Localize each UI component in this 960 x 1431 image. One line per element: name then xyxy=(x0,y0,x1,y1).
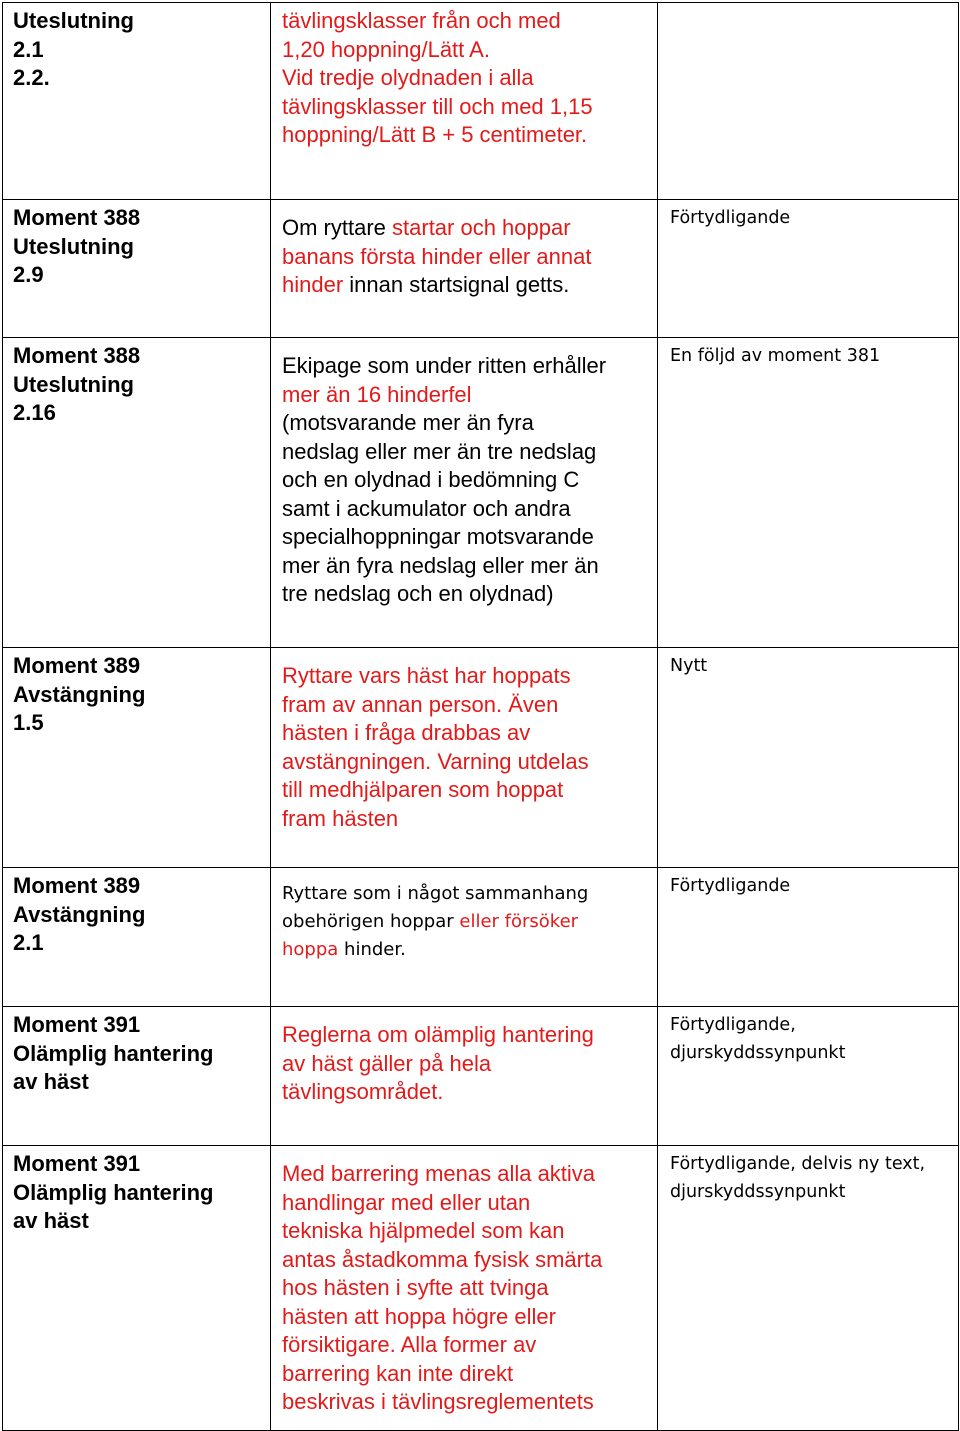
original-text: nedslag eller mer än tre nedslag xyxy=(282,438,597,464)
changed-text: eller försöker xyxy=(459,911,579,932)
original-text: innan startsignal getts. xyxy=(343,272,570,297)
comment-cell xyxy=(658,868,959,1007)
changed-text: fram hästen xyxy=(282,805,399,831)
moment-label: Moment 388 xyxy=(13,205,141,230)
rule-number: 1.5 xyxy=(13,710,44,735)
original-text: hinder. xyxy=(338,939,406,960)
changed-text: hinder xyxy=(282,272,344,297)
rule-text-line xyxy=(282,271,649,300)
table-row xyxy=(3,868,959,1007)
rule-text-line xyxy=(282,748,649,777)
rule-text-line xyxy=(282,1331,649,1360)
rule-text-line xyxy=(282,1360,649,1389)
changed-text: avstängningen. Varning utdelas xyxy=(282,748,589,774)
rule-text-line xyxy=(282,776,649,805)
changed-text: Vid tredje olydnaden xyxy=(282,65,489,90)
original-text: obehörigen hoppar xyxy=(282,911,460,932)
original-text: Ekipage som under ritten erhåller xyxy=(282,353,607,378)
original-text: (motsvarande mer än fyra xyxy=(282,410,534,435)
rules-table-body xyxy=(3,3,959,1431)
rule-title: Uteslutning xyxy=(13,233,134,259)
changed-text: startar och hoppar xyxy=(392,215,571,240)
rule-text-cell xyxy=(271,338,658,648)
changed-text: försiktigare. Alla former av xyxy=(282,1332,537,1357)
changed-text: tävlingsklasser till och med 1,15 xyxy=(282,93,593,119)
comment-text: Förtydligande xyxy=(670,876,791,896)
moment-label: Moment 389 xyxy=(13,653,141,678)
changed-text: hos hästen i syfte att tvinga xyxy=(282,1275,549,1300)
rule-text-line xyxy=(282,243,649,272)
comment-cell xyxy=(658,3,959,200)
moment-label: Moment 391 xyxy=(13,1151,141,1176)
rule-title: Avstängning xyxy=(13,681,146,707)
original-text: mer än fyra nedslag eller mer än xyxy=(282,552,599,578)
rule-text-cell xyxy=(271,200,658,338)
changed-text: Med barrering menas alla aktiva xyxy=(282,1161,596,1186)
rule-number: 2.1 xyxy=(13,930,44,955)
rule-reference-cell xyxy=(3,1146,271,1431)
rule-reference-cell xyxy=(3,338,271,648)
rule-text-line xyxy=(282,719,649,748)
table-row xyxy=(3,1146,959,1431)
rule-title: Avstängning xyxy=(13,901,146,927)
rule-text-line xyxy=(282,352,649,381)
rules-table xyxy=(2,2,959,1431)
rule-text-cell xyxy=(271,648,658,868)
rule-text-line xyxy=(282,1021,649,1050)
changed-text: banans första hinder eller annat xyxy=(282,243,592,269)
changed-text: beskrivas i tävlingsreglementets xyxy=(282,1389,594,1414)
changed-text: av häst gäller på hela xyxy=(282,1050,492,1076)
rule-text-line xyxy=(282,880,649,908)
comment-cell xyxy=(658,338,959,648)
comment-text: djurskyddssynpunkt xyxy=(670,1182,846,1202)
changed-text: tekniska hjälpmedel som kan xyxy=(282,1218,565,1243)
changed-text: hästen att hoppa högre eller xyxy=(282,1303,556,1329)
rule-number: av häst xyxy=(13,1069,89,1094)
rule-text-line xyxy=(282,1388,649,1417)
rule-text-line xyxy=(282,1050,649,1079)
rule-reference-cell xyxy=(3,200,271,338)
rule-text-line xyxy=(282,214,649,243)
rule-text-line xyxy=(282,580,649,609)
rule-reference-cell xyxy=(3,1007,271,1146)
changed-text: hoppa xyxy=(282,939,339,960)
changed-text: hästen i fråga drabbas av xyxy=(282,720,531,745)
rule-text-line xyxy=(282,1078,649,1107)
rule-reference-cell xyxy=(3,648,271,868)
rule-text-line xyxy=(282,64,649,93)
rule-text-line xyxy=(282,1189,649,1218)
rule-text-line xyxy=(282,121,649,150)
comment-text: Förtydligande, xyxy=(670,1015,796,1035)
rule-text-line xyxy=(282,1160,649,1189)
comment-cell xyxy=(658,648,959,868)
original-text: Ryttare som i något sammanhang xyxy=(282,883,589,904)
rule-number: av häst xyxy=(13,1208,89,1233)
comment-text: djurskyddssynpunkt xyxy=(670,1043,846,1063)
rule-number: 2.1 xyxy=(13,36,44,62)
rule-title: Uteslutning xyxy=(13,371,134,397)
rule-text-line xyxy=(282,381,649,410)
moment-label: Moment 391 xyxy=(13,1012,141,1037)
rule-text-line xyxy=(282,1217,649,1246)
rule-text-line xyxy=(282,495,649,524)
moment-label: Moment 388 xyxy=(13,343,141,368)
changed-text: Reglerna om olämplig hantering xyxy=(282,1022,594,1047)
rule-text-cell xyxy=(271,3,658,200)
rule-text-line xyxy=(282,409,649,438)
changed-text: i alla xyxy=(488,65,534,90)
changed-text: till medhjälparen som hoppat xyxy=(282,777,564,802)
comment-text: En följd av moment 381 xyxy=(670,346,881,366)
changed-text: 1,20 hoppning/Lätt A. xyxy=(282,36,490,62)
changed-text: fram av annan person. Även xyxy=(282,691,559,717)
rule-text-line xyxy=(282,93,649,122)
rule-text-line xyxy=(282,523,649,552)
rule-reference-cell xyxy=(3,868,271,1007)
rule-text-line xyxy=(282,438,649,467)
table-row xyxy=(3,1007,959,1146)
rule-text-cell xyxy=(271,868,658,1007)
rule-number: 2.2. xyxy=(13,65,50,90)
original-text: specialhoppningar motsvarande xyxy=(282,524,594,549)
rule-text-line xyxy=(282,936,649,964)
rule-text-line xyxy=(282,908,649,936)
rule-title: Olämplig hantering xyxy=(13,1179,214,1205)
table-row xyxy=(3,648,959,868)
rule-text-line xyxy=(282,805,649,834)
rule-number: 2.16 xyxy=(13,400,56,425)
rule-text-line xyxy=(282,7,649,36)
changed-text: handlingar med eller utan xyxy=(282,1189,531,1215)
rule-text-cell xyxy=(271,1146,658,1431)
moment-label: Moment 389 xyxy=(13,873,141,898)
original-text: Om ryttare xyxy=(282,215,393,240)
rule-text-line xyxy=(282,1274,649,1303)
rule-text-line xyxy=(282,662,649,691)
original-text: samt i ackumulator och andra xyxy=(282,495,571,521)
changed-text: Ryttare vars häst har hoppats xyxy=(282,663,571,688)
rule-reference-cell xyxy=(3,3,271,200)
changed-text: mer än 16 hinderfel xyxy=(282,381,472,407)
table-row xyxy=(3,200,959,338)
rule-text-line xyxy=(282,1303,649,1332)
table-row xyxy=(3,338,959,648)
changed-text: tävlingsklasser från och med xyxy=(282,8,561,33)
rule-text-line xyxy=(282,691,649,720)
comment-text: Nytt xyxy=(670,656,708,676)
rule-text-line xyxy=(282,466,649,495)
comment-cell xyxy=(658,200,959,338)
rule-text-line xyxy=(282,552,649,581)
rule-title: Olämplig hantering xyxy=(13,1040,214,1066)
rule-title: Uteslutning xyxy=(13,8,134,33)
rule-number: 2.9 xyxy=(13,262,44,287)
comment-cell xyxy=(658,1007,959,1146)
changed-text: barrering kan inte direkt xyxy=(282,1360,514,1386)
changed-text: hoppning/Lätt B + 5 centimeter. xyxy=(282,122,588,147)
changed-text: tävlingsområdet. xyxy=(282,1079,444,1104)
comment-text: Förtydligande, delvis ny text, xyxy=(670,1154,926,1174)
rule-text-line xyxy=(282,1246,649,1275)
comment-cell xyxy=(658,1146,959,1431)
table-row xyxy=(3,3,959,200)
changed-text: antas åstadkomma fysisk smärta xyxy=(282,1246,603,1272)
rule-text-cell xyxy=(271,1007,658,1146)
original-text: och en olydnad i bedömning C xyxy=(282,467,580,492)
rule-text-line xyxy=(282,36,649,65)
comment-text: Förtydligande xyxy=(670,208,791,228)
original-text: tre nedslag och en olydnad) xyxy=(282,581,554,606)
